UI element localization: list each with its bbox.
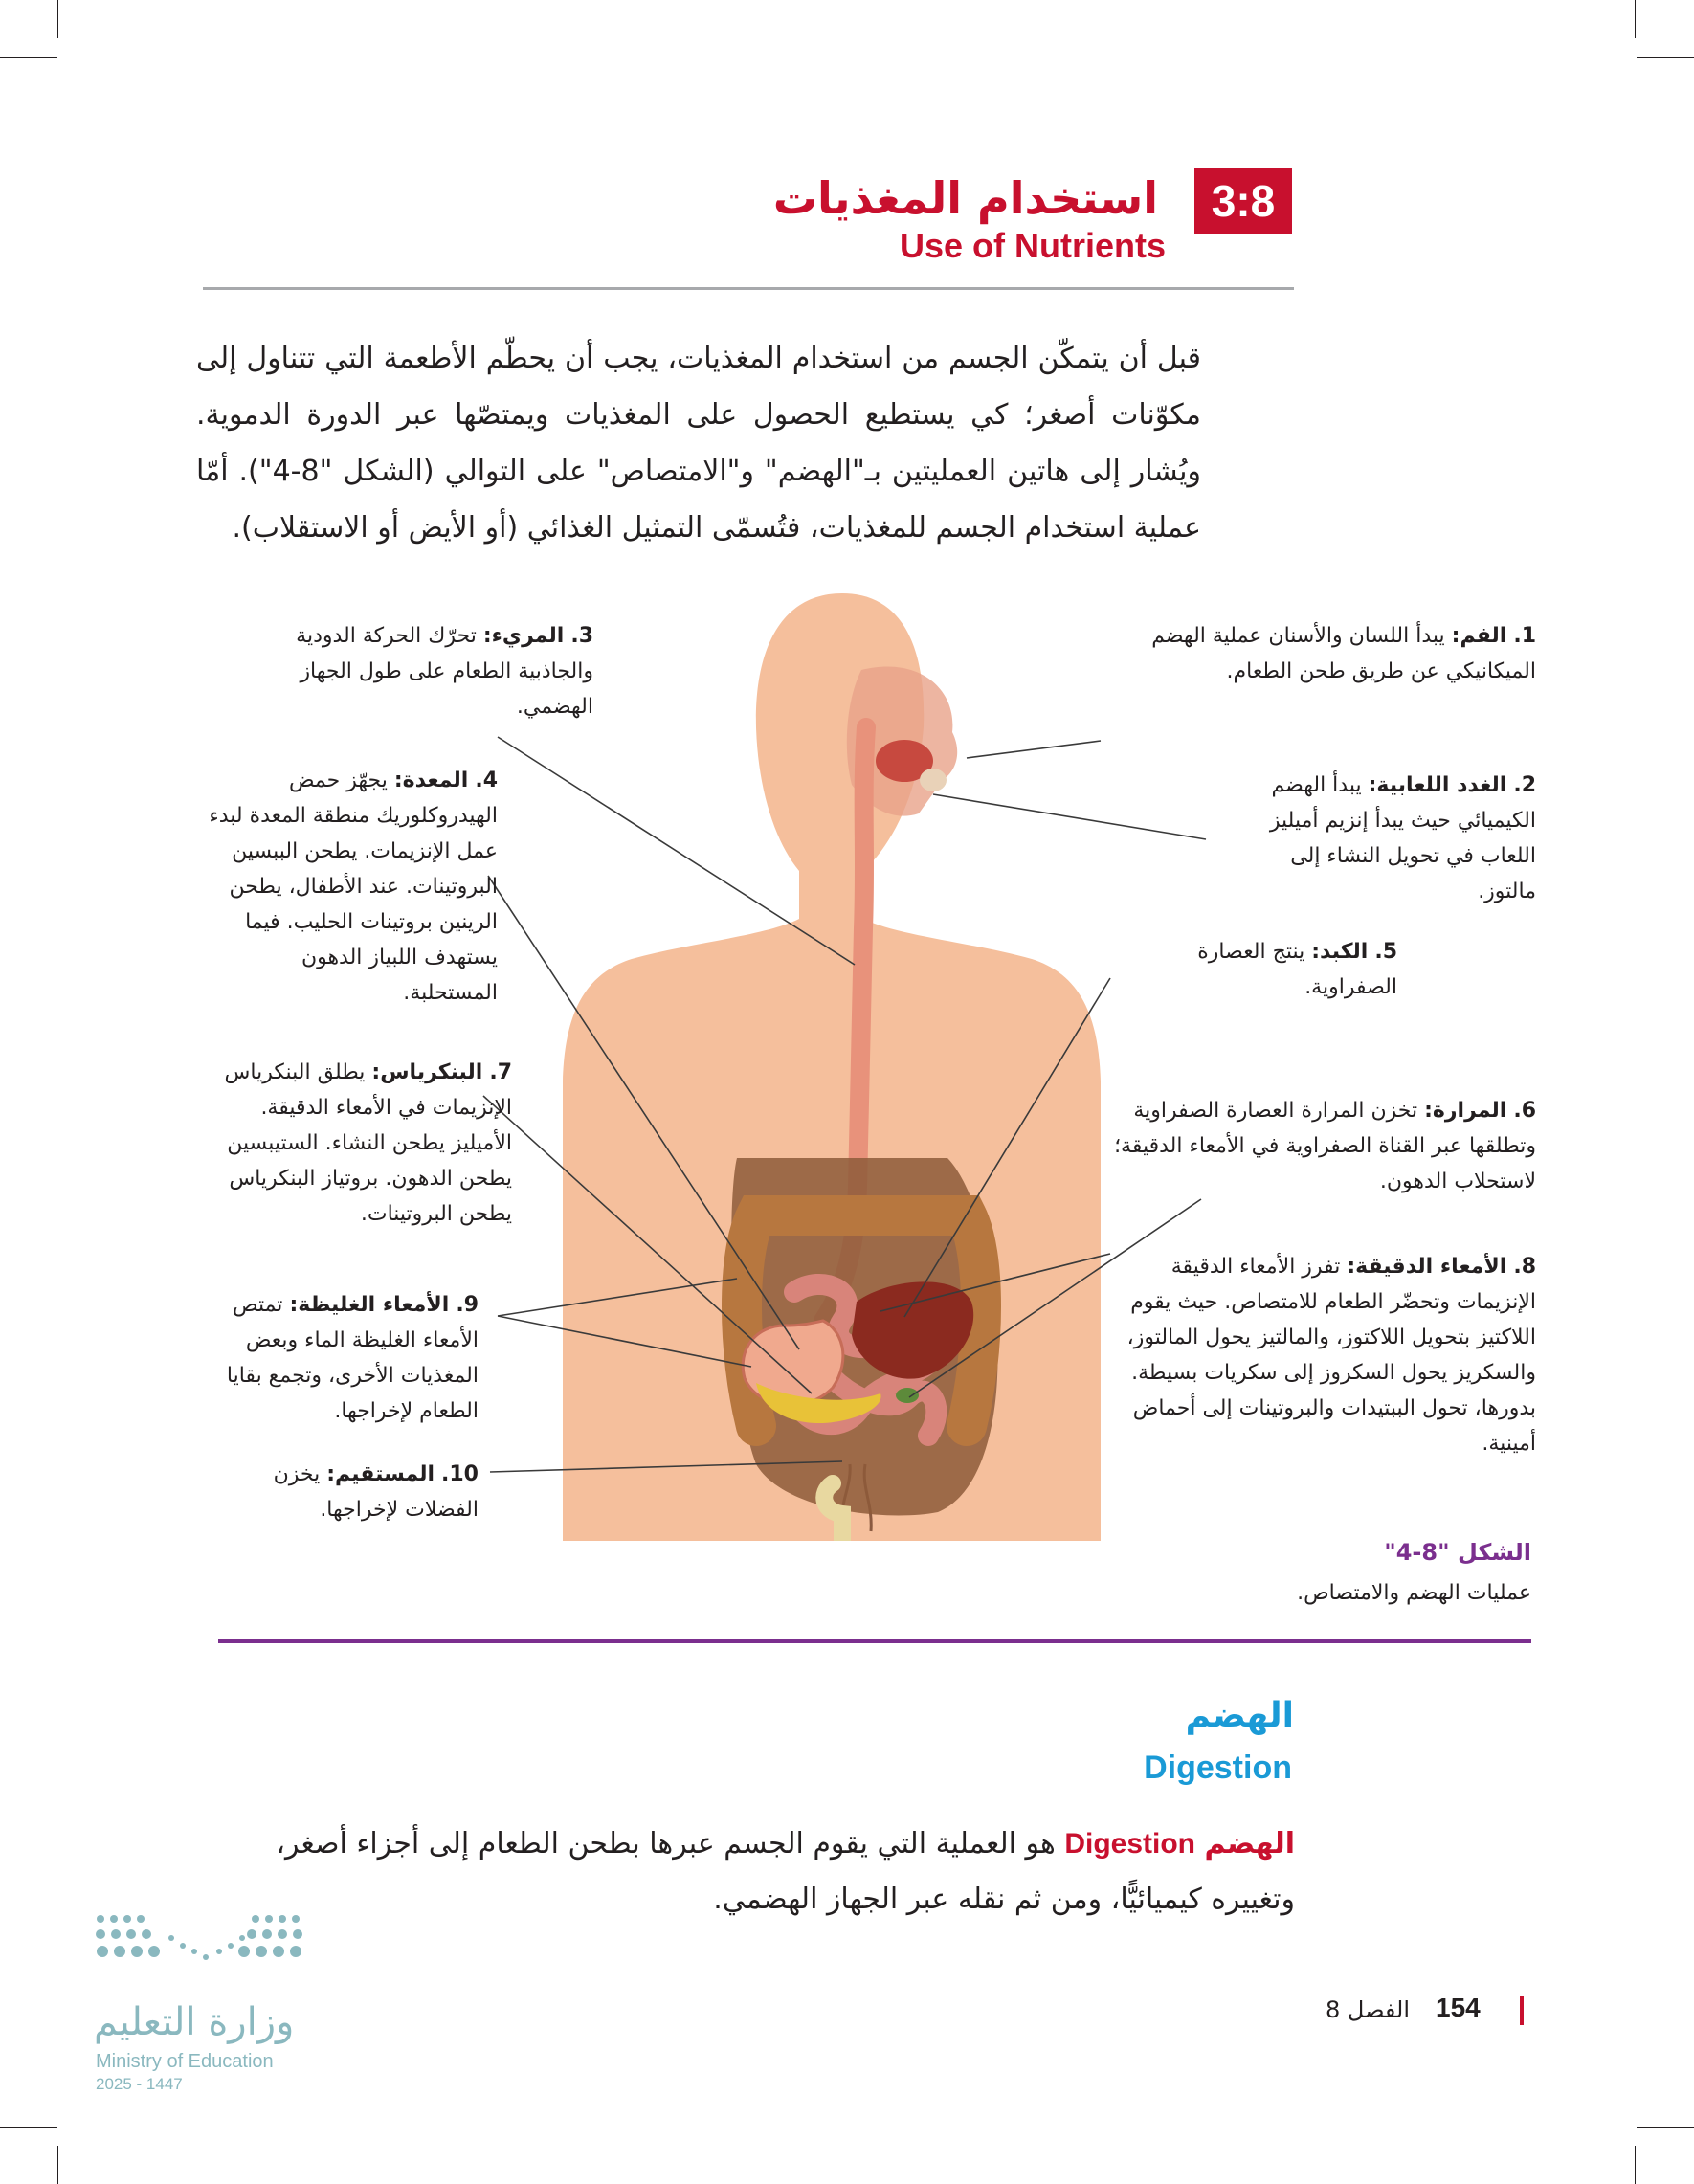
digestion-definition: هو العملية التي يقوم الجسم عبرها بطحن الطعام إلى أجزاء أصغر، وتغييره كيميائيًّا، ومن ثم نقله عبر الجهاز الهضمي. — [276, 1827, 1295, 1916]
leader-salivary — [933, 794, 1206, 839]
note-number: 2. — [1513, 773, 1536, 797]
note-term: الفم: — [1451, 624, 1507, 648]
note-term: الأمعاء الغليظة: — [289, 1293, 450, 1317]
note-number: 7. — [489, 1060, 512, 1084]
note-term: المستقيم: — [326, 1462, 435, 1486]
note-esophagus — [268, 618, 593, 724]
figure-divider — [218, 1639, 1531, 1643]
leader-mouth — [967, 741, 1101, 758]
note-number: 3. — [570, 624, 593, 648]
crop-mark — [1635, 0, 1636, 38]
ministry-year: 2025 - 1447 — [96, 2075, 183, 2093]
ministry-name-english: Ministry of Education — [96, 2051, 274, 2072]
note-number: 8. — [1513, 1255, 1536, 1279]
figure-caption: عمليات الهضم والامتصاص. — [1297, 1581, 1531, 1605]
note-term: المرارة: — [1424, 1099, 1507, 1123]
crop-mark — [0, 57, 57, 58]
note-number: 9. — [456, 1293, 479, 1317]
note-text: ينتج العصارة الصفراوية. — [1197, 940, 1397, 999]
note-text: يطلق البنكرياس الإنزيمات في الأمعاء الدقيقة. الأميليز يطحن النشاء. الستيبسين يطحن الدهون. بروتياز البنكرياس يطحن البروتينات. — [224, 1060, 512, 1226]
note-stomach — [206, 763, 498, 1011]
crop-mark — [1635, 2146, 1636, 2184]
gallbladder — [896, 1388, 919, 1403]
ministry-logo-dots — [91, 1909, 311, 1995]
note-number: 5. — [1374, 940, 1397, 964]
note-mouth — [1115, 618, 1536, 689]
note-term: المعدة: — [393, 769, 469, 792]
crop-mark — [57, 0, 58, 38]
section-title-english: Use of Nutrients — [899, 226, 1166, 265]
note-rectum — [239, 1457, 479, 1527]
note-gallbladder — [1105, 1093, 1536, 1199]
note-term: المريء: — [482, 624, 565, 648]
figure-label: الشكل "8-4" — [1384, 1539, 1531, 1566]
note-text: تخزن المرارة العصارة الصفراوية وتطلقها عبر القناة الصفراوية في الأمعاء الدقيقة؛ لاستحلاب الدهون. — [1114, 1099, 1536, 1193]
intro-paragraph: قبل أن يتمكّن الجسم من استخدام المغذيات، يجب أن يحطّم الأطعمة التي تتناول إلى مكوّنات أصغر؛ كي يستطيع الحصول على المغذيات ويمتصّها عبر الدورة الدموية. ويُشار إلى هاتين العمليتين بـ"الهضم" و"الامتصاص" على التوالي (الشكل "8-4"). أمّا عملية استخدام الجسم للمغذيات، فتُسمّى التمثيل الغذائي (أو الأيض أو الاستقلاب). — [196, 342, 1201, 545]
crop-mark — [0, 2127, 57, 2128]
note-text: يبدأ اللسان والأسنان عملية الهضم الميكانيكي عن طريق طحن الطعام. — [1151, 624, 1536, 683]
note-number: 1. — [1513, 624, 1536, 648]
note-text: تمتص الأمعاء الغليظة الماء وبعض المغذيات الأخرى، وتجمع بقايا الطعام لإخراجها. — [226, 1293, 479, 1423]
note-term: الكبد: — [1311, 940, 1369, 964]
note-term: الأمعاء الدقيقة: — [1347, 1255, 1507, 1279]
digestion-heading-arabic: الهضم — [1185, 1696, 1294, 1735]
section-number-badge: 3:8 — [1194, 168, 1292, 234]
ministry-name-arabic: وزارة التعليم — [94, 2000, 295, 2044]
section-title-arabic: استخدام المغذيات — [772, 172, 1158, 224]
page-number: 154 — [1436, 1993, 1481, 2022]
crop-mark — [1637, 57, 1694, 58]
title-divider — [203, 287, 1294, 290]
chapter-label: الفصل 8 — [1326, 1996, 1411, 2023]
note-large-intestine — [220, 1287, 479, 1429]
note-text: تحرّك الحركة الدودية والجاذبية الطعام على طول الجهاز الهضمي. — [296, 624, 593, 719]
note-liver — [1168, 934, 1397, 1005]
digestion-paragraph — [196, 1816, 1295, 1928]
stomach — [743, 1321, 843, 1405]
salivary-gland — [920, 769, 947, 791]
note-salivary-glands — [1230, 768, 1536, 909]
digestion-term-arabic: الهضم — [1204, 1827, 1295, 1861]
crop-mark — [57, 2146, 58, 2184]
note-text: يبدأ الهضم الكيميائي حيث يبدأ إنزيم أميليز اللعاب في تحويل النشاء إلى مالتوز. — [1269, 773, 1536, 903]
note-small-intestine — [1115, 1249, 1536, 1461]
note-term: الغدد اللعابية: — [1368, 773, 1507, 797]
note-text: يخزن الفضلات لإخراجها. — [273, 1462, 479, 1522]
note-number: 10. — [441, 1462, 479, 1486]
note-pancreas — [206, 1055, 512, 1232]
digestion-term-english: Digestion — [1064, 1828, 1195, 1860]
digestion-heading-english: Digestion — [1144, 1749, 1292, 1786]
crop-mark — [1637, 2127, 1694, 2128]
note-text: تفرز الأمعاء الدقيقة الإنزيمات وتحضّر الطعام للامتصاص. حيث يقوم اللاكتيز بتحويل اللاكتوز، والمالتيز يحول المالتوز، والسكريز يحول السكروز إلى سكريات بسيطة. بدورها، تحول الببتيدات والبروتينات إلى أحماض أمينية. — [1126, 1255, 1536, 1456]
note-number: 6. — [1513, 1099, 1536, 1123]
footer-accent-bar — [1520, 1996, 1524, 2025]
note-number: 4. — [475, 769, 498, 792]
note-text: يجهّز حمض الهيدروكلوريك منطقة المعدة لبدء عمل الإنزيمات. يطحن الببسين البروتينات. عند الأطفال، يطحن الرينين بروتينات الحليب. فيما يستهدف اللبياز الدهون المستحلبة. — [209, 769, 498, 1005]
note-term: البنكرياس: — [371, 1060, 483, 1084]
